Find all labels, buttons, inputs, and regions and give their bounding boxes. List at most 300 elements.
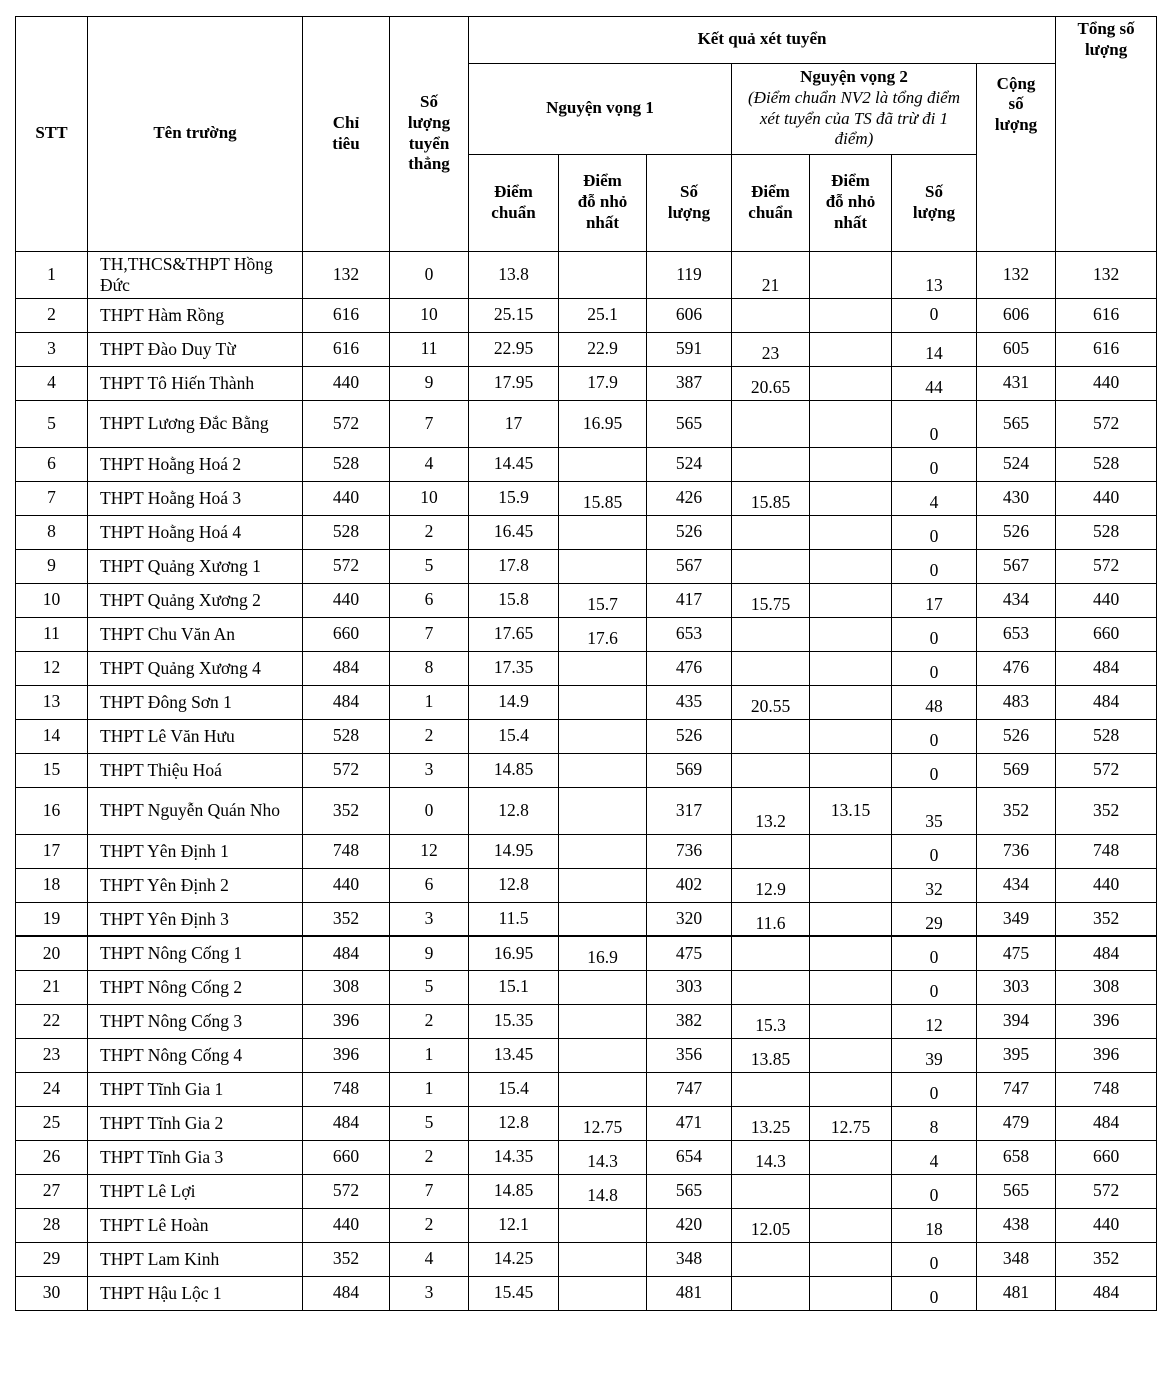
table-row <box>16 1174 1157 1208</box>
cell-direct: 7 <box>390 400 469 447</box>
cell-stt: 23 <box>16 1038 88 1072</box>
cell-total: 616 <box>1056 332 1157 366</box>
cell-nv2-min <box>810 1174 892 1208</box>
cell-nv1-cutoff: 14.25 <box>469 1242 559 1276</box>
cell-sum: 567 <box>977 549 1056 583</box>
header-nv2 <box>732 63 977 154</box>
cell-nv1-count: 653 <box>647 617 732 651</box>
cell-total: 528 <box>1056 515 1157 549</box>
table-header <box>16 17 1157 252</box>
cell-nv1-count: 348 <box>647 1242 732 1276</box>
cell-nv2-cutoff <box>732 651 810 685</box>
cell-sum: 349 <box>977 902 1056 936</box>
cell-quota: 572 <box>303 753 390 787</box>
cell-nv2-cutoff: 15.3 <box>732 1004 810 1038</box>
table-row <box>16 685 1157 719</box>
cell-school-name: THPT Nông Cống 1 <box>88 936 303 970</box>
cell-nv1-count: 303 <box>647 970 732 1004</box>
cell-quota: 572 <box>303 400 390 447</box>
cell-nv1-count: 387 <box>647 366 732 400</box>
cell-sum: 431 <box>977 366 1056 400</box>
cell-nv1-count: 317 <box>647 787 732 834</box>
cell-nv1-count: 606 <box>647 298 732 332</box>
cell-nv1-cutoff: 13.45 <box>469 1038 559 1072</box>
cell-stt: 21 <box>16 970 88 1004</box>
cell-sum: 430 <box>977 481 1056 515</box>
table-row <box>16 787 1157 834</box>
cell-direct: 1 <box>390 1038 469 1072</box>
cell-nv1-count: 420 <box>647 1208 732 1242</box>
results-table <box>15 16 1157 1311</box>
table-body <box>16 251 1157 1310</box>
table-row <box>16 332 1157 366</box>
cell-nv2-count: 8 <box>892 1106 977 1140</box>
cell-nv1-min <box>559 549 647 583</box>
cell-nv2-count: 0 <box>892 447 977 481</box>
cell-quota: 352 <box>303 902 390 936</box>
cell-stt: 11 <box>16 617 88 651</box>
cell-nv1-min: 14.3 <box>559 1140 647 1174</box>
cell-direct: 7 <box>390 1174 469 1208</box>
table-row <box>16 834 1157 868</box>
cell-nv1-cutoff: 17.95 <box>469 366 559 400</box>
cell-total: 748 <box>1056 834 1157 868</box>
cell-nv1-cutoff: 15.8 <box>469 583 559 617</box>
cell-direct: 7 <box>390 617 469 651</box>
cell-nv2-cutoff: 12.05 <box>732 1208 810 1242</box>
cell-nv1-cutoff: 14.85 <box>469 753 559 787</box>
cell-nv1-min: 14.8 <box>559 1174 647 1208</box>
cell-nv1-cutoff: 14.45 <box>469 447 559 481</box>
table-row <box>16 1106 1157 1140</box>
cell-school-name: THPT Yên Định 3 <box>88 902 303 936</box>
cell-nv2-count: 17 <box>892 583 977 617</box>
cell-nv2-count: 0 <box>892 617 977 651</box>
cell-nv1-min <box>559 1208 647 1242</box>
table-row <box>16 400 1157 447</box>
cell-nv2-cutoff <box>732 617 810 651</box>
cell-stt: 6 <box>16 447 88 481</box>
table-row <box>16 366 1157 400</box>
cell-stt: 12 <box>16 651 88 685</box>
cell-nv1-count: 591 <box>647 332 732 366</box>
cell-quota: 484 <box>303 1276 390 1310</box>
cell-school-name: THPT Tô Hiến Thành <box>88 366 303 400</box>
cell-school-name: THPT Lê Văn Hưu <box>88 719 303 753</box>
cell-nv1-min <box>559 515 647 549</box>
table-row <box>16 298 1157 332</box>
cell-school-name: THPT Tĩnh Gia 2 <box>88 1106 303 1140</box>
cell-nv1-cutoff: 15.4 <box>469 719 559 753</box>
cell-nv2-min <box>810 366 892 400</box>
header-direct: Số lượng tuyển thẳng <box>390 17 469 252</box>
cell-nv1-count: 435 <box>647 685 732 719</box>
table-row <box>16 902 1157 936</box>
cell-direct: 10 <box>390 481 469 515</box>
cell-nv1-count: 476 <box>647 651 732 685</box>
cell-nv1-count: 526 <box>647 719 732 753</box>
cell-nv1-count: 417 <box>647 583 732 617</box>
cell-stt: 25 <box>16 1106 88 1140</box>
cell-quota: 440 <box>303 583 390 617</box>
cell-nv2-cutoff <box>732 970 810 1004</box>
cell-nv1-min <box>559 685 647 719</box>
table-row <box>16 651 1157 685</box>
cell-nv2-min <box>810 1276 892 1310</box>
cell-nv1-cutoff: 15.35 <box>469 1004 559 1038</box>
cell-nv2-min <box>810 1004 892 1038</box>
cell-nv2-count: 14 <box>892 332 977 366</box>
cell-nv1-min <box>559 970 647 1004</box>
cell-stt: 26 <box>16 1140 88 1174</box>
cell-nv1-min <box>559 651 647 685</box>
cell-sum: 132 <box>977 251 1056 298</box>
cell-nv1-min: 16.95 <box>559 400 647 447</box>
cell-nv1-cutoff: 12.8 <box>469 868 559 902</box>
cell-quota: 484 <box>303 1106 390 1140</box>
table-row <box>16 1276 1157 1310</box>
cell-school-name: THPT Hàm Rồng <box>88 298 303 332</box>
cell-total: 396 <box>1056 1004 1157 1038</box>
cell-nv2-min <box>810 970 892 1004</box>
cell-nv2-min <box>810 719 892 753</box>
cell-direct: 2 <box>390 1140 469 1174</box>
cell-total: 440 <box>1056 583 1157 617</box>
cell-quota: 572 <box>303 1174 390 1208</box>
cell-quota: 616 <box>303 332 390 366</box>
cell-nv2-cutoff: 15.75 <box>732 583 810 617</box>
cell-school-name: THPT Tĩnh Gia 3 <box>88 1140 303 1174</box>
cell-nv2-min <box>810 583 892 617</box>
cell-quota: 132 <box>303 251 390 298</box>
cell-nv2-count: 0 <box>892 515 977 549</box>
cell-stt: 3 <box>16 332 88 366</box>
cell-direct: 12 <box>390 834 469 868</box>
cell-nv1-min: 15.7 <box>559 583 647 617</box>
cell-school-name: THPT Thiệu Hoá <box>88 753 303 787</box>
cell-nv1-count: 382 <box>647 1004 732 1038</box>
cell-nv2-cutoff: 20.65 <box>732 366 810 400</box>
cell-quota: 308 <box>303 970 390 1004</box>
cell-nv1-count: 471 <box>647 1106 732 1140</box>
cell-nv1-cutoff: 15.45 <box>469 1276 559 1310</box>
cell-stt: 29 <box>16 1242 88 1276</box>
cell-nv2-min: 12.75 <box>810 1106 892 1140</box>
cell-quota: 352 <box>303 787 390 834</box>
cell-direct: 9 <box>390 936 469 970</box>
table-row <box>16 549 1157 583</box>
cell-total: 352 <box>1056 787 1157 834</box>
cell-nv2-min <box>810 651 892 685</box>
cell-nv2-cutoff <box>732 1072 810 1106</box>
cell-nv1-min <box>559 868 647 902</box>
cell-school-name: THPT Nông Cống 4 <box>88 1038 303 1072</box>
cell-nv2-count: 0 <box>892 298 977 332</box>
cell-nv2-min <box>810 617 892 651</box>
cell-direct: 4 <box>390 1242 469 1276</box>
cell-quota: 396 <box>303 1038 390 1072</box>
cell-nv1-min: 25.1 <box>559 298 647 332</box>
cell-total: 528 <box>1056 447 1157 481</box>
cell-nv2-count: 32 <box>892 868 977 902</box>
cell-total: 352 <box>1056 1242 1157 1276</box>
cell-nv1-cutoff: 11.5 <box>469 902 559 936</box>
cell-total: 132 <box>1056 251 1157 298</box>
cell-stt: 8 <box>16 515 88 549</box>
cell-sum: 348 <box>977 1242 1056 1276</box>
table-row <box>16 868 1157 902</box>
cell-school-name: THPT Yên Định 1 <box>88 834 303 868</box>
cell-nv1-min <box>559 1004 647 1038</box>
cell-nv1-min <box>559 447 647 481</box>
header-nv1-cutoff: Điểm chuẩn <box>469 154 559 251</box>
cell-quota: 440 <box>303 481 390 515</box>
cell-direct: 4 <box>390 447 469 481</box>
cell-total: 616 <box>1056 298 1157 332</box>
cell-nv2-min <box>810 549 892 583</box>
cell-quota: 440 <box>303 1208 390 1242</box>
cell-direct: 1 <box>390 1072 469 1106</box>
cell-nv2-cutoff <box>732 753 810 787</box>
table-row <box>16 1140 1157 1174</box>
cell-nv2-cutoff <box>732 936 810 970</box>
table-row <box>16 719 1157 753</box>
cell-stt: 10 <box>16 583 88 617</box>
cell-nv1-min <box>559 1276 647 1310</box>
cell-total: 396 <box>1056 1038 1157 1072</box>
cell-nv1-count: 654 <box>647 1140 732 1174</box>
table-row <box>16 1242 1157 1276</box>
cell-nv1-count: 526 <box>647 515 732 549</box>
cell-sum: 352 <box>977 787 1056 834</box>
cell-nv2-min <box>810 1208 892 1242</box>
cell-sum: 475 <box>977 936 1056 970</box>
table-row <box>16 970 1157 1004</box>
cell-sum: 658 <box>977 1140 1056 1174</box>
cell-stt: 18 <box>16 868 88 902</box>
cell-nv2-min <box>810 298 892 332</box>
cell-nv2-min <box>810 1140 892 1174</box>
cell-nv1-cutoff: 15.1 <box>469 970 559 1004</box>
cell-nv1-count: 475 <box>647 936 732 970</box>
cell-stt: 17 <box>16 834 88 868</box>
cell-total: 572 <box>1056 1174 1157 1208</box>
header-nv2-title: Nguyện vọng 2 <box>800 67 908 87</box>
header-nv2-note: (Điểm chuẩn NV2 là tổng điểm xét tuyển của TS đã trừ đi 1 điểm) <box>748 87 960 149</box>
cell-nv1-min: 15.85 <box>559 481 647 515</box>
cell-total: 748 <box>1056 1072 1157 1106</box>
table-row <box>16 936 1157 970</box>
cell-direct: 2 <box>390 515 469 549</box>
cell-total: 440 <box>1056 366 1157 400</box>
cell-sum: 736 <box>977 834 1056 868</box>
cell-sum: 524 <box>977 447 1056 481</box>
cell-direct: 3 <box>390 1276 469 1310</box>
cell-quota: 484 <box>303 936 390 970</box>
cell-sum: 438 <box>977 1208 1056 1242</box>
cell-total: 572 <box>1056 400 1157 447</box>
cell-quota: 440 <box>303 366 390 400</box>
header-nv2-cutoff: Điểm chuẩn <box>732 154 810 251</box>
header-nv2-min: Điểm đỗ nhỏ nhất <box>810 154 892 251</box>
cell-nv2-cutoff <box>732 447 810 481</box>
cell-nv2-cutoff: 21 <box>732 251 810 298</box>
cell-direct: 0 <box>390 251 469 298</box>
table-row <box>16 753 1157 787</box>
cell-nv2-min <box>810 332 892 366</box>
cell-nv2-count: 0 <box>892 549 977 583</box>
cell-nv1-count: 320 <box>647 902 732 936</box>
cell-nv2-min <box>810 251 892 298</box>
cell-nv1-min <box>559 251 647 298</box>
cell-nv1-count: 565 <box>647 400 732 447</box>
cell-total: 484 <box>1056 685 1157 719</box>
cell-nv2-count: 0 <box>892 1072 977 1106</box>
cell-school-name: THPT Yên Định 2 <box>88 868 303 902</box>
cell-total: 484 <box>1056 936 1157 970</box>
cell-nv2-cutoff: 12.9 <box>732 868 810 902</box>
cell-school-name: THPT Lương Đắc Bằng <box>88 400 303 447</box>
cell-nv1-cutoff: 12.1 <box>469 1208 559 1242</box>
cell-quota: 440 <box>303 868 390 902</box>
cell-stt: 27 <box>16 1174 88 1208</box>
cell-direct: 2 <box>390 1208 469 1242</box>
cell-nv2-cutoff: 14.3 <box>732 1140 810 1174</box>
cell-total: 308 <box>1056 970 1157 1004</box>
cell-nv1-cutoff: 16.95 <box>469 936 559 970</box>
cell-nv2-min <box>810 1242 892 1276</box>
cell-sum: 395 <box>977 1038 1056 1072</box>
table-row <box>16 617 1157 651</box>
cell-quota: 528 <box>303 447 390 481</box>
cell-school-name: THPT Lê Hoàn <box>88 1208 303 1242</box>
header-stt: STT <box>16 17 88 252</box>
cell-nv2-cutoff <box>732 1174 810 1208</box>
cell-nv1-cutoff: 14.9 <box>469 685 559 719</box>
cell-nv1-count: 481 <box>647 1276 732 1310</box>
cell-quota: 748 <box>303 1072 390 1106</box>
cell-nv2-count: 13 <box>892 251 977 298</box>
cell-nv2-count: 12 <box>892 1004 977 1038</box>
cell-nv2-count: 0 <box>892 719 977 753</box>
cell-nv2-min <box>810 902 892 936</box>
cell-nv1-min: 16.9 <box>559 936 647 970</box>
table-row <box>16 251 1157 298</box>
cell-sum: 526 <box>977 719 1056 753</box>
header-school: Tên trường <box>88 17 303 252</box>
cell-nv2-count: 35 <box>892 787 977 834</box>
cell-nv1-cutoff: 15.4 <box>469 1072 559 1106</box>
cell-direct: 10 <box>390 298 469 332</box>
cell-nv2-cutoff <box>732 400 810 447</box>
cell-nv2-cutoff <box>732 549 810 583</box>
cell-sum: 394 <box>977 1004 1056 1038</box>
cell-nv2-count: 0 <box>892 1174 977 1208</box>
cell-total: 528 <box>1056 719 1157 753</box>
table-row <box>16 583 1157 617</box>
cell-sum: 303 <box>977 970 1056 1004</box>
cell-total: 484 <box>1056 1106 1157 1140</box>
cell-school-name: THPT Quảng Xương 4 <box>88 651 303 685</box>
cell-nv1-cutoff: 14.85 <box>469 1174 559 1208</box>
cell-stt: 20 <box>16 936 88 970</box>
cell-quota: 528 <box>303 719 390 753</box>
cell-sum: 653 <box>977 617 1056 651</box>
table-row <box>16 447 1157 481</box>
cell-school-name: TH,THCS&THPT Hồng Đức <box>88 251 303 298</box>
cell-nv2-min <box>810 1038 892 1072</box>
cell-nv1-min <box>559 1072 647 1106</box>
cell-nv2-count: 4 <box>892 481 977 515</box>
cell-stt: 30 <box>16 1276 88 1310</box>
cell-nv2-min <box>810 868 892 902</box>
cell-nv2-count: 0 <box>892 834 977 868</box>
cell-nv2-count: 39 <box>892 1038 977 1072</box>
cell-nv1-cutoff: 14.35 <box>469 1140 559 1174</box>
cell-nv1-count: 569 <box>647 753 732 787</box>
cell-direct: 2 <box>390 719 469 753</box>
cell-school-name: THPT Chu Văn An <box>88 617 303 651</box>
cell-nv1-count: 356 <box>647 1038 732 1072</box>
cell-school-name: THPT Nguyễn Quán Nho <box>88 787 303 834</box>
cell-school-name: THPT Đào Duy Từ <box>88 332 303 366</box>
cell-nv2-min <box>810 1072 892 1106</box>
cell-school-name: THPT Hoằng Hoá 3 <box>88 481 303 515</box>
cell-nv1-min: 17.9 <box>559 366 647 400</box>
table-row <box>16 481 1157 515</box>
header-nv1-min: Điểm đỗ nhỏ nhất <box>559 154 647 251</box>
cell-nv1-count: 524 <box>647 447 732 481</box>
header-nv1: Nguyện vọng 1 <box>469 63 732 154</box>
cell-quota: 528 <box>303 515 390 549</box>
cell-direct: 5 <box>390 1106 469 1140</box>
cell-nv2-min <box>810 515 892 549</box>
cell-sum: 434 <box>977 583 1056 617</box>
cell-nv1-min <box>559 1242 647 1276</box>
cell-sum: 476 <box>977 651 1056 685</box>
cell-quota: 396 <box>303 1004 390 1038</box>
cell-nv1-min <box>559 902 647 936</box>
cell-sum: 606 <box>977 298 1056 332</box>
cell-nv1-min <box>559 753 647 787</box>
cell-nv2-cutoff <box>732 1276 810 1310</box>
cell-nv1-cutoff: 17.35 <box>469 651 559 685</box>
table-row <box>16 1004 1157 1038</box>
cell-nv1-count: 747 <box>647 1072 732 1106</box>
cell-stt: 16 <box>16 787 88 834</box>
cell-quota: 748 <box>303 834 390 868</box>
cell-total: 440 <box>1056 868 1157 902</box>
cell-nv2-min: 13.15 <box>810 787 892 834</box>
cell-nv2-min <box>810 753 892 787</box>
cell-quota: 352 <box>303 1242 390 1276</box>
cell-nv1-min: 17.6 <box>559 617 647 651</box>
cell-total: 572 <box>1056 549 1157 583</box>
cell-school-name: THPT Quảng Xương 1 <box>88 549 303 583</box>
cell-nv2-count: 0 <box>892 1276 977 1310</box>
cell-direct: 0 <box>390 787 469 834</box>
cell-nv1-cutoff: 12.8 <box>469 1106 559 1140</box>
cell-nv2-cutoff: 13.85 <box>732 1038 810 1072</box>
cell-total: 660 <box>1056 617 1157 651</box>
cell-nv2-cutoff <box>732 515 810 549</box>
cell-nv1-cutoff: 12.8 <box>469 787 559 834</box>
header-nv1-count: Số lượng <box>647 154 732 251</box>
cell-nv2-cutoff <box>732 719 810 753</box>
cell-direct: 6 <box>390 868 469 902</box>
cell-stt: 24 <box>16 1072 88 1106</box>
cell-stt: 4 <box>16 366 88 400</box>
